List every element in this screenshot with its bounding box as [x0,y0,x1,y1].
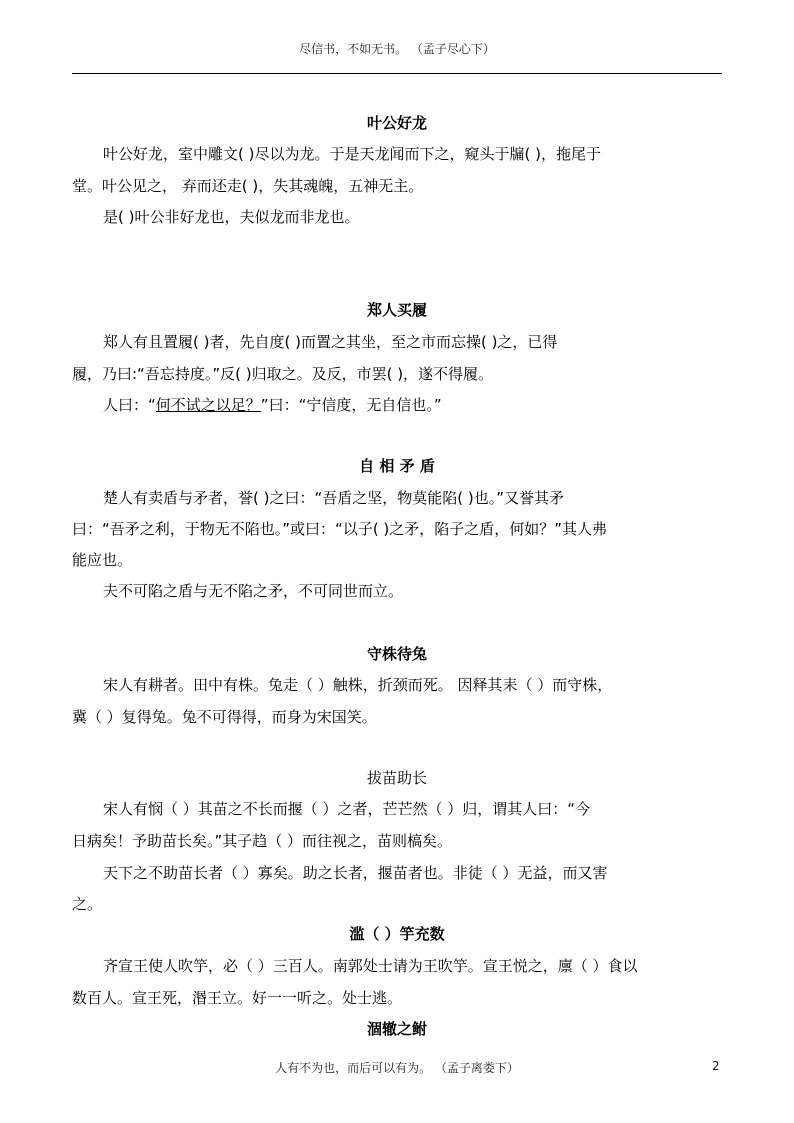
text-line: 能应也。 [72,551,133,569]
text-line [103,394,763,415]
text-line: 是( )叶公非好龙也，夫似龙而非龙也。 [103,208,360,226]
text-line: 曰：“吾矛之利，于物无不陷也。”或曰：“以子( )之矛，陷子之盾，何如？”其人弗 [72,520,608,538]
text-line: 堂。叶公见之， 弃而还走( )，失其魂魄，五神无主。 [72,177,424,195]
section-title: 郑人买履 [366,301,427,319]
text-line: 宋人有耕者。田中有株。兔走（ ）触株，折颈而死。 因释其耒（ ）而守株， [103,676,613,694]
underlined-quote: 何不试之以足？ [155,396,261,414]
text-line: 之。 [72,895,103,913]
text-line: 夫不可陷之盾与无不陷之矛，不可同世而立。 [103,582,404,600]
text-segment: 人曰：“ [103,396,156,414]
section-title: 滥（ ）竽充数 [349,925,445,943]
page-header: 尽信书，不如无书。 （孟子尽心下） [299,42,495,56]
text-segment: ”曰：“宁信度，无自信也。” [260,396,442,414]
text-line: 数百人。宣王死，湣王立。好一一听之。处士逃。 [72,989,403,1007]
section-title: 叶公好龙 [366,114,427,132]
section-title: 守株待兔 [366,645,427,663]
header-divider [72,73,722,74]
text-line: 天下之不助苗长者（ ）寡矣。助之长者，揠苗者也。非徒（ ）无益，而又害 [103,864,608,882]
text-line: 宋人有悯（ ）其苗之不长而揠（ ）之者，芒芒然（ ）归，谓其人曰：“今 [103,800,591,818]
text-line: 冀（ ）复得兔。兔不可得得，而身为宋国笑。 [72,708,377,726]
text-line: 齐宣王使人吹竽，必（ ）三百人。南郭处士请为王吹竽。宣王悦之，廪（ ）食以 [103,957,638,975]
text-line: 日病矣！予助苗长矣。”其子趋（ ）而往视之，苗则槁矣。 [72,832,453,850]
section-title: 拔苗助长 [366,769,427,787]
text-line: 楚人有卖盾与矛者，誉( )之曰：“吾盾之坚，物莫能陷( )也。”又誉其矛 [103,489,564,507]
page-footer: 人有不为也，而后可以有为。 （孟子离娄下） [275,1061,519,1075]
text-line: 郑人有且置履( )者，先自度( )而置之其坐，至之市而忘操( )之，已得 [103,333,558,351]
text-line: 叶公好龙，室中雕文( )尽以为龙。于是天龙闻而下之，窥头于牖( )，拖尾于 [103,145,601,163]
page-number: 2 [712,1059,720,1073]
section-title: 自 相 矛 盾 [359,457,435,475]
section-title: 涸辙之鲋 [366,1020,427,1038]
text-line: 履，乃曰:“吾忘持度。”反( )归取之。及反，市罢( )，遂不得履。 [72,365,494,383]
